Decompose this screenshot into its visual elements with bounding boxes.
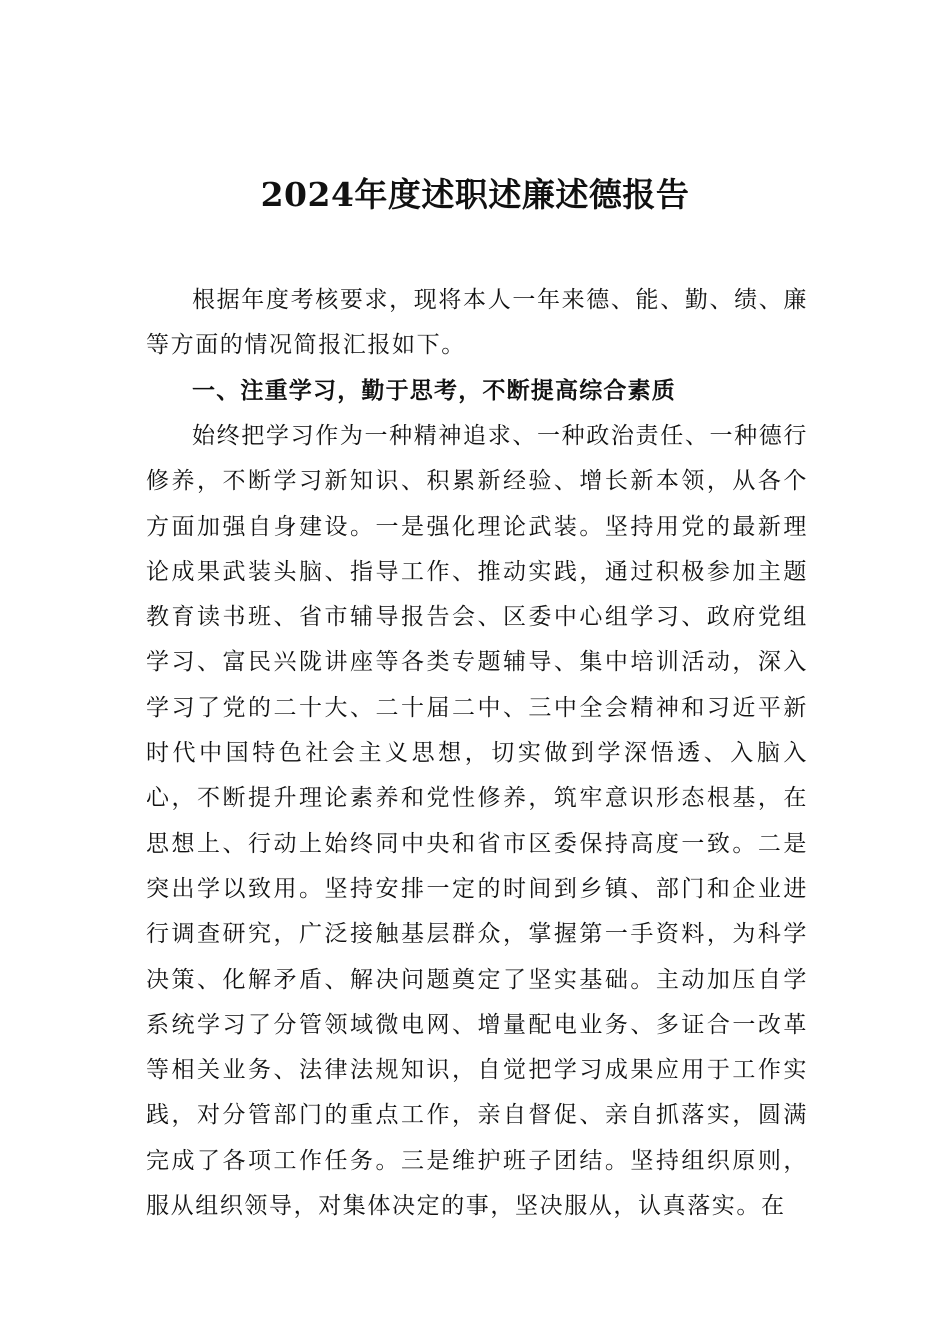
intro-paragraph: 根据年度考核要求，现将本人一年来德、能、勤、绩、廉等方面的情况简报汇报如下。 [146,287,808,359]
body-paragraph: 始终把学习作为一种精神追求、一种政治责任、一种德行修养，不断学习新知识、积累新经验、增长新本领，从各个方面加强自身建设。一是强化理论武装。坚持用党的最新理论成果武装头脑、指导工作、推动实践，通过积极参加主题教育读书班、省市辅导报告会、区委中心组学习、政府党组学习、富民兴陇讲座等各类专题辅导、集中培训活动，深入学习了党的二十大、二十届二中、三中全会精神和习近平新时代中国特色社会主义思想，切实做到学深悟透、入脑入心，不断提升理论素养和党性修养，筑牢意识形态根基，在思想上、行动上始终同中央和省市区委保持高度一致。二是突出学以致用。坚持安排一定的时间到乡镇、部门和企业进行调查研究，广泛接触基层群众，掌握第一手资料，为科学决策、化解矛盾、解决问题奠定了坚实基础。主动加压自学系统学习了分管领域微电网、增量配电业务、多证合一改革等相关业务、法律法规知识，自觉把学习成果应用于工作实践，对分管部门的重点工作，亲自督促、亲自抓落实，圆满完成了各项工作任务。三是维护班子团结。坚持组织原则，服从组织领导，对集体决定的事，坚决服从，认真落实。在 [146,423,808,1220]
section-heading: 一、注重学习，勤于思考，不断提高综合素质 [192,378,676,404]
document-title: 2024年度述职述廉述德报告 [260,175,690,214]
